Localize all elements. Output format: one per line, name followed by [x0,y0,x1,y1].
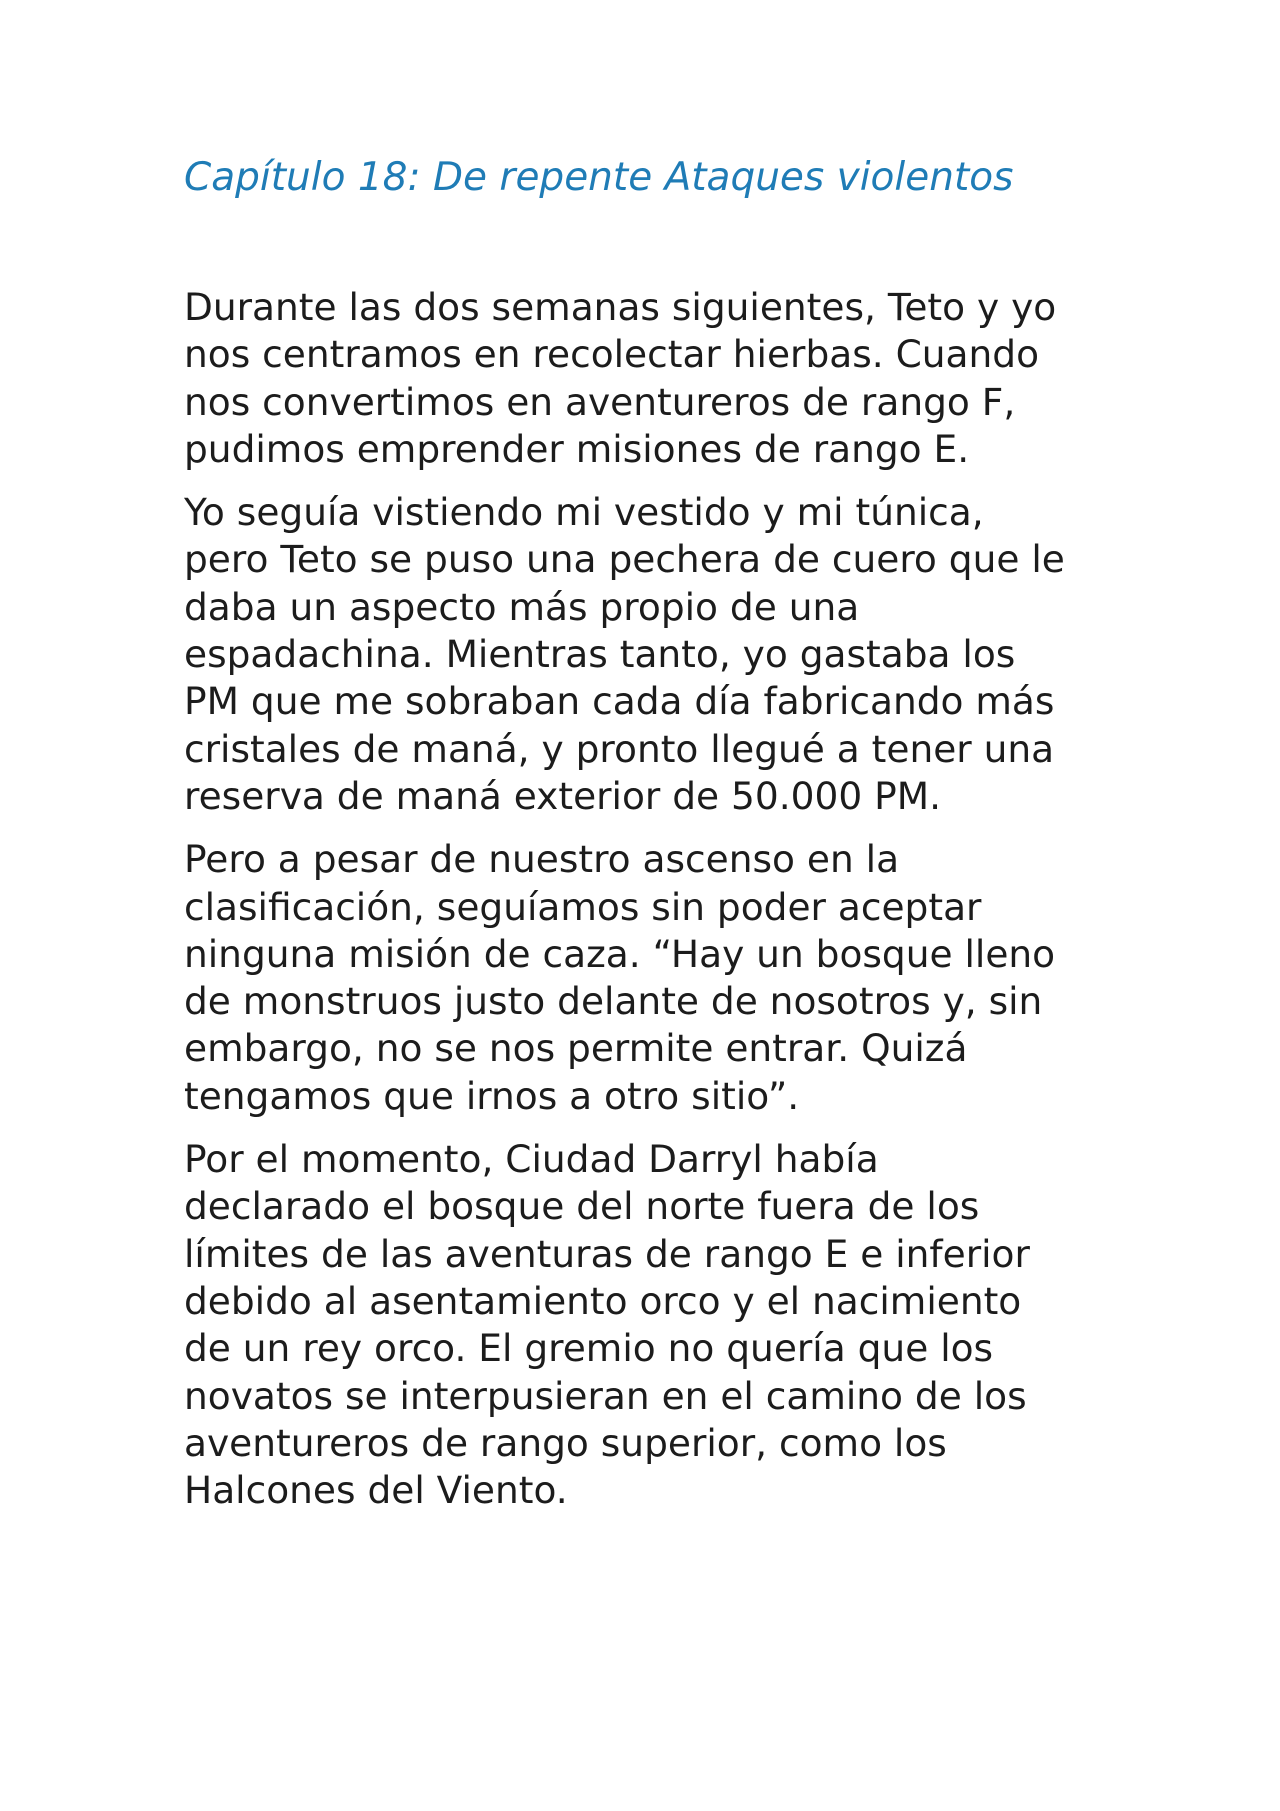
text-line: debido al asentamiento orco y el nacimiento [184,1278,1022,1323]
text-line: pudimos emprender misiones de rango E. [184,426,970,471]
text-line: de un rey orco. El gremio no quería que los [184,1326,994,1371]
chapter-title: Capítulo 18: De repente Ataques violentos [184,155,1014,200]
text-line: Pero a pesar de nuestro ascenso en la [184,837,900,882]
text-line: reserva de maná exterior de 50.000 PM. [184,773,942,818]
text-line: daba un aspecto más propio de una [184,584,860,629]
chapter-body [184,284,1124,1530]
text-line: nos centramos en recolectar hierbas. Cuando [184,332,1040,377]
text-line: cristales de maná, y pronto llegué a tener una [184,726,1055,771]
text-line: clasificación, seguíamos sin poder aceptar [184,884,982,929]
text-line: límites de las aventuras de rango E e inferior [184,1231,1030,1276]
text-line: ninguna misión de caza. “Hay un bosque lleno [184,931,1056,976]
paragraph-3 [184,836,1124,1120]
paragraph-1 [184,284,1124,473]
text-line: Por el momento, Ciudad Darryl había [184,1137,879,1182]
text-line: embargo, no se nos permite entrar. Quizá [184,1026,968,1071]
text-line: pero Teto se puso una pechera de cuero que le [184,537,1065,582]
text-line: tengamos que irnos a otro sitio”. [184,1073,800,1118]
paragraph-2 [184,489,1124,820]
text-line: PM que me sobraban cada día fabricando más [184,679,1055,724]
text-line: Durante las dos semanas siguientes, Teto y yo [184,285,1057,329]
text-line: de monstruos justo delante de nosotros y, sin [184,979,1043,1024]
text-line: novatos se interpusieran en el camino de los [184,1373,1027,1418]
paragraph-4 [184,1136,1124,1514]
text-line: espadachina. Mientras tanto, yo gastaba los [184,632,1016,677]
text-line: Yo seguía vistiendo mi vestido y mi túnica, [184,490,984,535]
text-line: declarado el bosque del norte fuera de los [184,1184,980,1229]
text-line: Halcones del Viento. [184,1468,568,1513]
text-line: nos convertimos en aventureros de rango F, [184,379,1016,424]
text-line: aventureros de rango superior, como los [184,1420,947,1465]
